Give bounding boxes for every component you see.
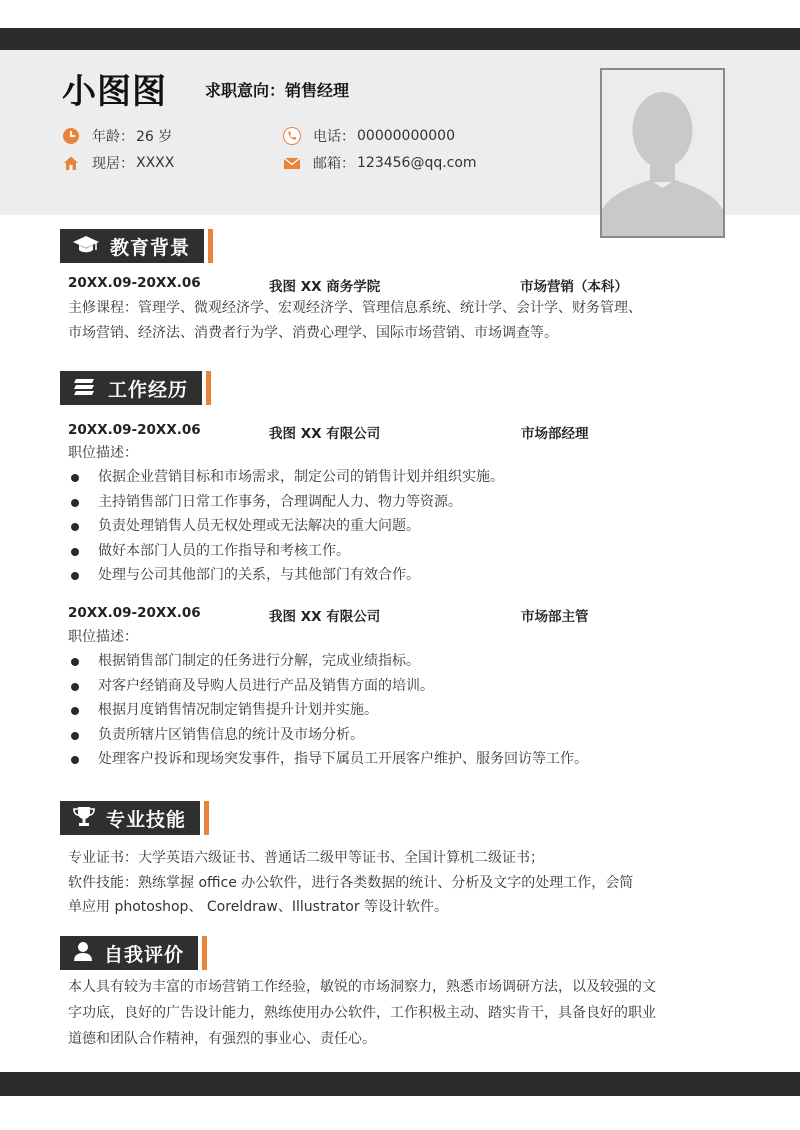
envelope-icon bbox=[283, 154, 301, 172]
job-company: 我图 XX 有限公司 bbox=[269, 426, 381, 442]
work-title: 工作经历 bbox=[108, 378, 189, 401]
phone-icon bbox=[283, 127, 301, 145]
skills-section-header bbox=[60, 801, 209, 835]
age-info: 年龄： 26 岁 bbox=[62, 126, 172, 146]
residence-info: 现居： XXXX bbox=[62, 153, 174, 173]
trophy-icon bbox=[72, 805, 96, 831]
email-value: 123456@qq.com bbox=[357, 155, 477, 171]
email-info: 邮箱： 123456@qq.com bbox=[283, 153, 477, 173]
self-title: 自我评价 bbox=[104, 943, 185, 966]
phone-value: 00000000000 bbox=[357, 128, 455, 144]
list-item: 主持销售部门日常工作事务，合理调配人力、物力等资源。 bbox=[68, 490, 504, 515]
stack-icon bbox=[72, 376, 98, 400]
list-item: 依据企业营销目标和市场需求，制定公司的销售计划并组织实施。 bbox=[68, 465, 504, 490]
skills-title: 专业技能 bbox=[106, 808, 187, 831]
section-accent-bar bbox=[208, 229, 213, 263]
residence-value: XXXX bbox=[136, 155, 175, 171]
job-date: 20XX.09-20XX.06 bbox=[68, 605, 201, 621]
education-courses: 主修课程：管理学、微观经济学、宏观经济学、管理信息系统、统计学、会计学、财务管理、 市场营销、经济法、消费者行为学、消费心理学、国际市场营销、市场调查等。 bbox=[68, 300, 642, 341]
bottom-bar bbox=[0, 1072, 800, 1096]
list-item: 处理客户投诉和现场突发事件，指导下属员工开展客户维护、服务回访等工作。 bbox=[68, 747, 588, 772]
self-text: 本人具有较为丰富的市场营销工作经验，敏锐的市场洞察力，熟悉市场调研方法，以及较强的文 字功底，良好的广告设计能力，熟练使用办公软件，工作积极主动、踏实肯干，具备良好的职业 道德和团队合作精神，有强烈的事业心、责任心。 bbox=[68, 979, 656, 1047]
list-item: 负责处理销售人员无权处理或无法解决的重大问题。 bbox=[68, 514, 504, 539]
self-section-header bbox=[60, 936, 207, 970]
skills-text: 专业证书：大学英语六级证书、普通话二级甲等证书、全国计算机二级证书； 软件技能：熟练掌握 office 办公软件，进行各类数据的统计、分析及文字的处理工作，会简 单应用 photoshop、 Coreldraw、Illustrator 等设计软件。 bbox=[68, 850, 634, 915]
home-icon bbox=[62, 154, 80, 172]
list-item: 负责所辖片区销售信息的统计及市场分析。 bbox=[68, 723, 588, 748]
profile-photo bbox=[600, 68, 725, 238]
job-intent: 求职意向：销售经理 bbox=[205, 81, 350, 100]
age-value: 26 岁 bbox=[136, 129, 173, 145]
job-position: 市场部主管 bbox=[521, 609, 589, 625]
graduation-cap-icon bbox=[72, 234, 100, 258]
education-date: 20XX.09-20XX.06 bbox=[68, 275, 201, 291]
list-item: 根据月度销售情况制定销售提升计划并实施。 bbox=[68, 698, 588, 723]
list-item: 做好本部门人员的工作指导和考核工作。 bbox=[68, 539, 504, 564]
list-item: 处理与公司其他部门的关系，与其他部门有效合作。 bbox=[68, 563, 504, 588]
list-item: 对客户经销商及导购人员进行产品及销售方面的培训。 bbox=[68, 674, 588, 699]
avatar-silhouette-icon bbox=[602, 70, 723, 236]
section-accent-bar bbox=[202, 936, 207, 970]
work-section-header bbox=[60, 371, 211, 405]
job-1-bullets bbox=[68, 465, 504, 588]
job-company: 我图 XX 有限公司 bbox=[269, 609, 381, 625]
candidate-name: 小图图 bbox=[62, 72, 167, 112]
list-item: 根据销售部门制定的任务进行分解，完成业绩指标。 bbox=[68, 649, 588, 674]
top-bar bbox=[0, 28, 800, 50]
section-accent-bar bbox=[206, 371, 211, 405]
phone-info: 电话： 00000000000 bbox=[283, 126, 455, 146]
job-desc-label: 职位描述： bbox=[68, 629, 138, 645]
education-section-header bbox=[60, 229, 213, 263]
section-accent-bar bbox=[204, 801, 209, 835]
job-2-bullets bbox=[68, 649, 588, 772]
education-title: 教育背景 bbox=[110, 236, 191, 259]
job-date: 20XX.09-20XX.06 bbox=[68, 422, 201, 438]
education-school: 我图 XX 商务学院 bbox=[269, 279, 381, 295]
job-position: 市场部经理 bbox=[521, 426, 589, 442]
job-desc-label: 职位描述： bbox=[68, 445, 138, 461]
clock-icon bbox=[62, 127, 80, 145]
person-icon bbox=[72, 940, 94, 966]
education-major: 市场营销（本科） bbox=[520, 279, 628, 295]
